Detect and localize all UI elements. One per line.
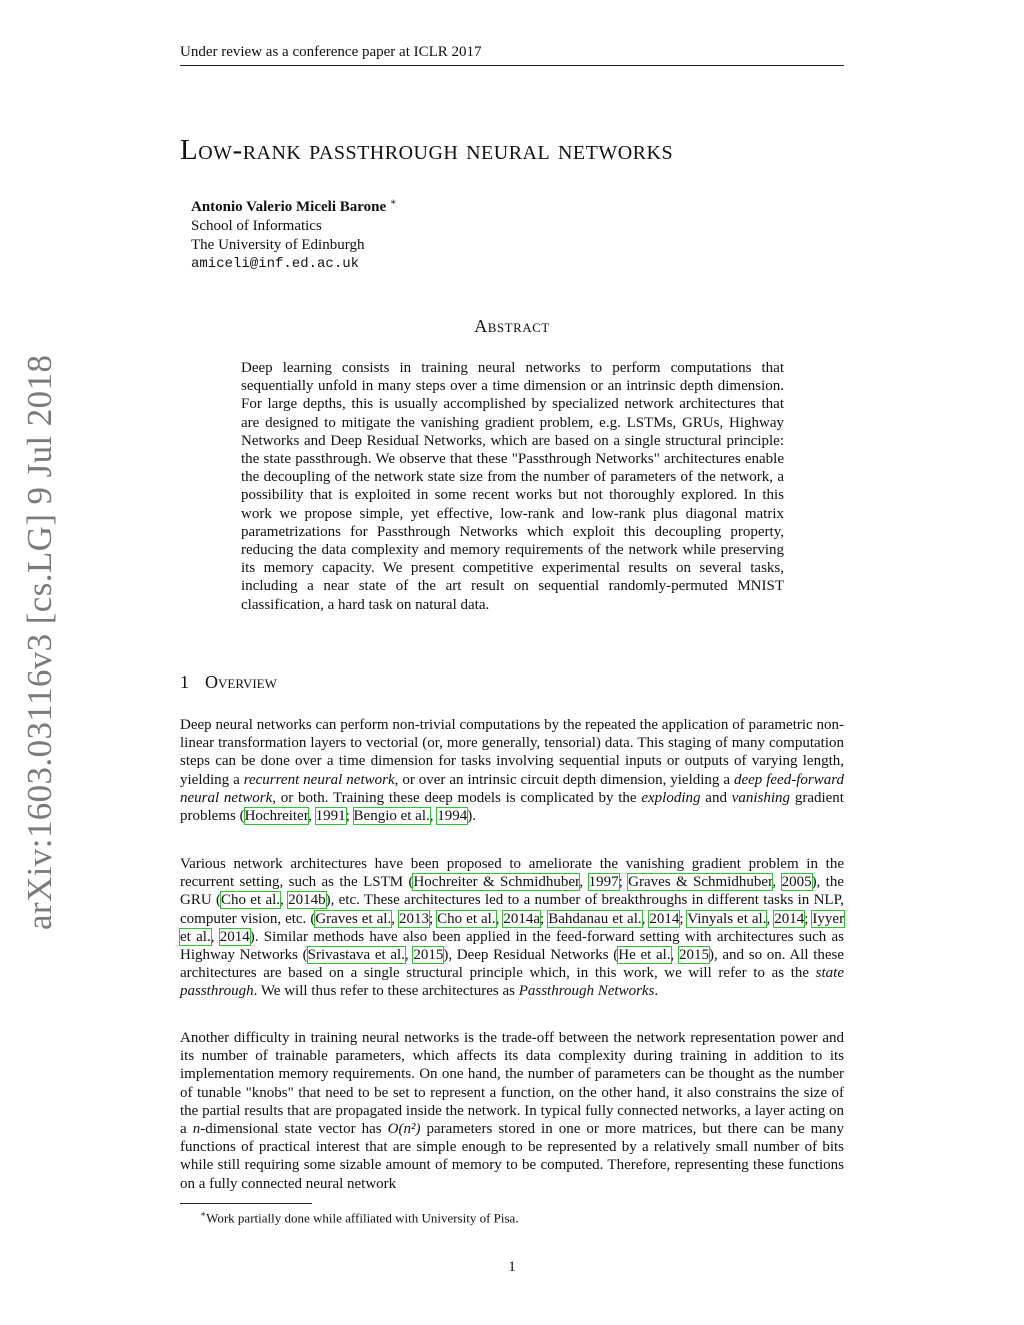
citation-link[interactable]: 2013 <box>398 910 429 927</box>
citation-link[interactable]: 2005 <box>781 874 812 891</box>
citation-link[interactable]: 2015 <box>678 947 709 964</box>
text-span: ). <box>467 808 477 825</box>
math-variable: n <box>192 1121 201 1138</box>
math-expression: O(n²) <box>387 1121 421 1138</box>
text-span: , <box>670 947 679 964</box>
citation-link[interactable]: 2014a <box>503 910 541 927</box>
text-span: ; <box>679 910 688 927</box>
footnote-mark: ∗ <box>200 1209 207 1219</box>
overview-paragraph-3 <box>180 1029 844 1193</box>
citation-link[interactable]: Srivastava et al. <box>307 947 405 964</box>
author-email: amiceli@inf.ed.ac.uk <box>191 256 360 272</box>
text-span: ), Deep Residual Networks ( <box>443 947 619 964</box>
text-span: , <box>579 874 589 891</box>
author-footnote-mark: ∗ <box>389 197 397 208</box>
text-span: parameters stored in one or more matrices, but there can be many functions of practical interest that are simple enough to be represented by a relatively small number of bits while still requiring some sizable amount of memory to be computed. Therefore, representing these functions on a fully connected neural network <box>180 1121 845 1192</box>
text-span: ; <box>540 910 549 927</box>
text-span: ; <box>618 874 629 891</box>
section-title: Overview <box>205 672 277 692</box>
abstract-text: Deep learning consists in training neural networks to perform computations that sequentially unfold in many steps over a time dimension or an intrinsic depth dimension. For large depths, this is usually accomplished by specialized network architectures that are designed to mitigate the vanishing gradient problem, e.g. LSTMs, GRUs, Highway Networks and Deep Residual Networks, which are based on a single structural principle: the state passthrough. We observe that these "Passthrough Networks" architectures enable the decoupling of the network state size from the number of parameters of the network, a possibility that is exploited in some recent works but not thoroughly explored. In this work we propose simple, yet effective, low-rank and low-rank plus diagonal matrix parametrizations for Passthrough Networks which exploit this decoupling property, reducing the data complexity and memory requirements of the network while preserving its memory capacity. We present competitive experimental results on several tasks, including a near state of the art result on sequential randomly-permuted MNIST classification, a hard task on natural data. <box>241 360 784 613</box>
text-span: , or both. Training these deep models is complicated by the <box>272 789 642 806</box>
citation-link[interactable]: 2015 <box>413 947 444 964</box>
citation-link[interactable]: Hochreiter <box>244 808 309 825</box>
citation-link[interactable]: Vinyals et al. <box>687 910 767 927</box>
emphasis: Passthrough Networks <box>518 983 655 1000</box>
running-header: Under review as a conference paper at ICLR 2017 <box>180 44 844 66</box>
citation-link[interactable]: Iyyer et al. <box>180 910 845 945</box>
citation-link[interactable]: Cho et al. <box>437 910 496 927</box>
text-span: and <box>700 789 732 806</box>
text-span: ), etc. These architectures led to a number of breakthroughs in different tasks in NLP, computer vision, etc. ( <box>180 892 844 927</box>
abstract-heading: Abstract <box>474 316 550 336</box>
citation-link[interactable]: 1997 <box>588 874 619 891</box>
citation-link[interactable]: 1994 <box>437 808 468 825</box>
text-span: , <box>766 910 775 927</box>
section-number: 1 <box>180 672 189 692</box>
citation-link[interactable]: Cho et al. <box>220 892 281 909</box>
author-name: Antonio Valerio Miceli Barone <box>191 199 387 215</box>
citation-link[interactable]: Bengio et al. <box>353 808 430 825</box>
text-span: ), and so on. All these architectures are based on a single structural principle which, in this work, we will refer to as the <box>180 947 845 982</box>
author-affiliation-2: The University of Edinburgh <box>191 237 365 253</box>
author-block <box>191 193 397 274</box>
text-span: , or over an intrinsic circuit depth dimension, yielding a <box>394 771 734 788</box>
text-span: ). Similar methods have also been applied in the feed-forward setting with architectures such as Highway Networks ( <box>180 928 845 964</box>
text-span: , <box>495 910 504 927</box>
arxiv-identifier-stamp: arXiv:1603.03116v3 [cs.LG] 9 Jul 2018 <box>20 354 59 930</box>
text-span: Deep neural networks can perform non-trivial computations by the repeated the application of parametric non-linear transformation layers to vectorial (or, more generally, tensorial) data. This staging of many computation steps can be done over a time dimension for tasks involving sequential inputs or outputs of varying length, yielding a <box>180 717 844 788</box>
citation-link[interactable]: 2014 <box>219 928 250 945</box>
text-span: , <box>641 910 650 927</box>
citation-link[interactable]: Graves & Schmidhuber <box>628 874 773 891</box>
section-heading-overview <box>180 672 277 693</box>
citation-link[interactable]: Bahdanau et al. <box>548 910 642 927</box>
citation-link[interactable]: He et al. <box>618 947 671 964</box>
text-span: ; <box>428 910 438 927</box>
footnote-rule <box>180 1203 312 1204</box>
citation-link[interactable]: 1991 <box>315 808 346 825</box>
citation-link[interactable]: Hochreiter & Schmidhuber <box>413 874 580 891</box>
page-number: 1 <box>508 1259 516 1275</box>
emphasis: state passthrough <box>180 965 844 1000</box>
text-span: Another difficulty in training neural networks is the trade-off between the network representation power and its number of trainable parameters, which affects its data complexity during training in addition to its implementation memory requirements. On one hand, the number of parameters can be thought as the number of tunable "knobs" that need to be set to represent a function, on the other hand, it also constrains the size of the partial results that are propagated inside the network. In typical fully connected networks, a layer acting on a <box>180 1030 844 1138</box>
text-span: , <box>429 808 438 825</box>
emphasis: vanishing <box>731 789 791 806</box>
text-span: . We will thus refer to these architectures as <box>253 983 519 1000</box>
citation-link[interactable]: Graves et al. <box>315 910 392 927</box>
text-span: gradient problems ( <box>180 789 844 825</box>
citation-link[interactable]: 2014 <box>649 910 680 927</box>
text-span: , <box>210 928 220 945</box>
text-span: . <box>654 983 659 1000</box>
paper-title: Low-rank passthrough neural networks <box>180 134 674 166</box>
text-span: , <box>772 874 782 891</box>
citation-link[interactable]: 2014 <box>774 910 805 927</box>
text-span: Various network architectures have been proposed to ameliorate the vanishing gradient problem in the recurrent setting, such as the LSTM ( <box>180 856 844 891</box>
emphasis: recurrent neural network <box>243 771 395 788</box>
footnote <box>200 1209 519 1226</box>
text-span: , <box>308 808 316 825</box>
author-affiliation-1: School of Informatics <box>191 218 322 234</box>
overview-paragraph-1 <box>180 716 844 825</box>
text-span: ), the GRU ( <box>180 874 845 909</box>
text-span: -dimensional state vector has <box>200 1121 388 1138</box>
author-name-line <box>191 193 397 217</box>
text-span: ; <box>804 910 813 927</box>
footnote-text: Work partially done while affiliated with University of Pisa. <box>206 1210 519 1226</box>
citation-link[interactable]: 2014b <box>288 892 326 909</box>
text-span: , <box>404 947 414 964</box>
text-span: ; <box>345 808 354 825</box>
text-span: , <box>280 892 289 909</box>
emphasis: deep feed-forward neural network <box>180 771 844 806</box>
emphasis: exploding <box>641 789 701 806</box>
overview-paragraph-2 <box>180 855 844 1001</box>
text-span: , <box>391 910 399 927</box>
